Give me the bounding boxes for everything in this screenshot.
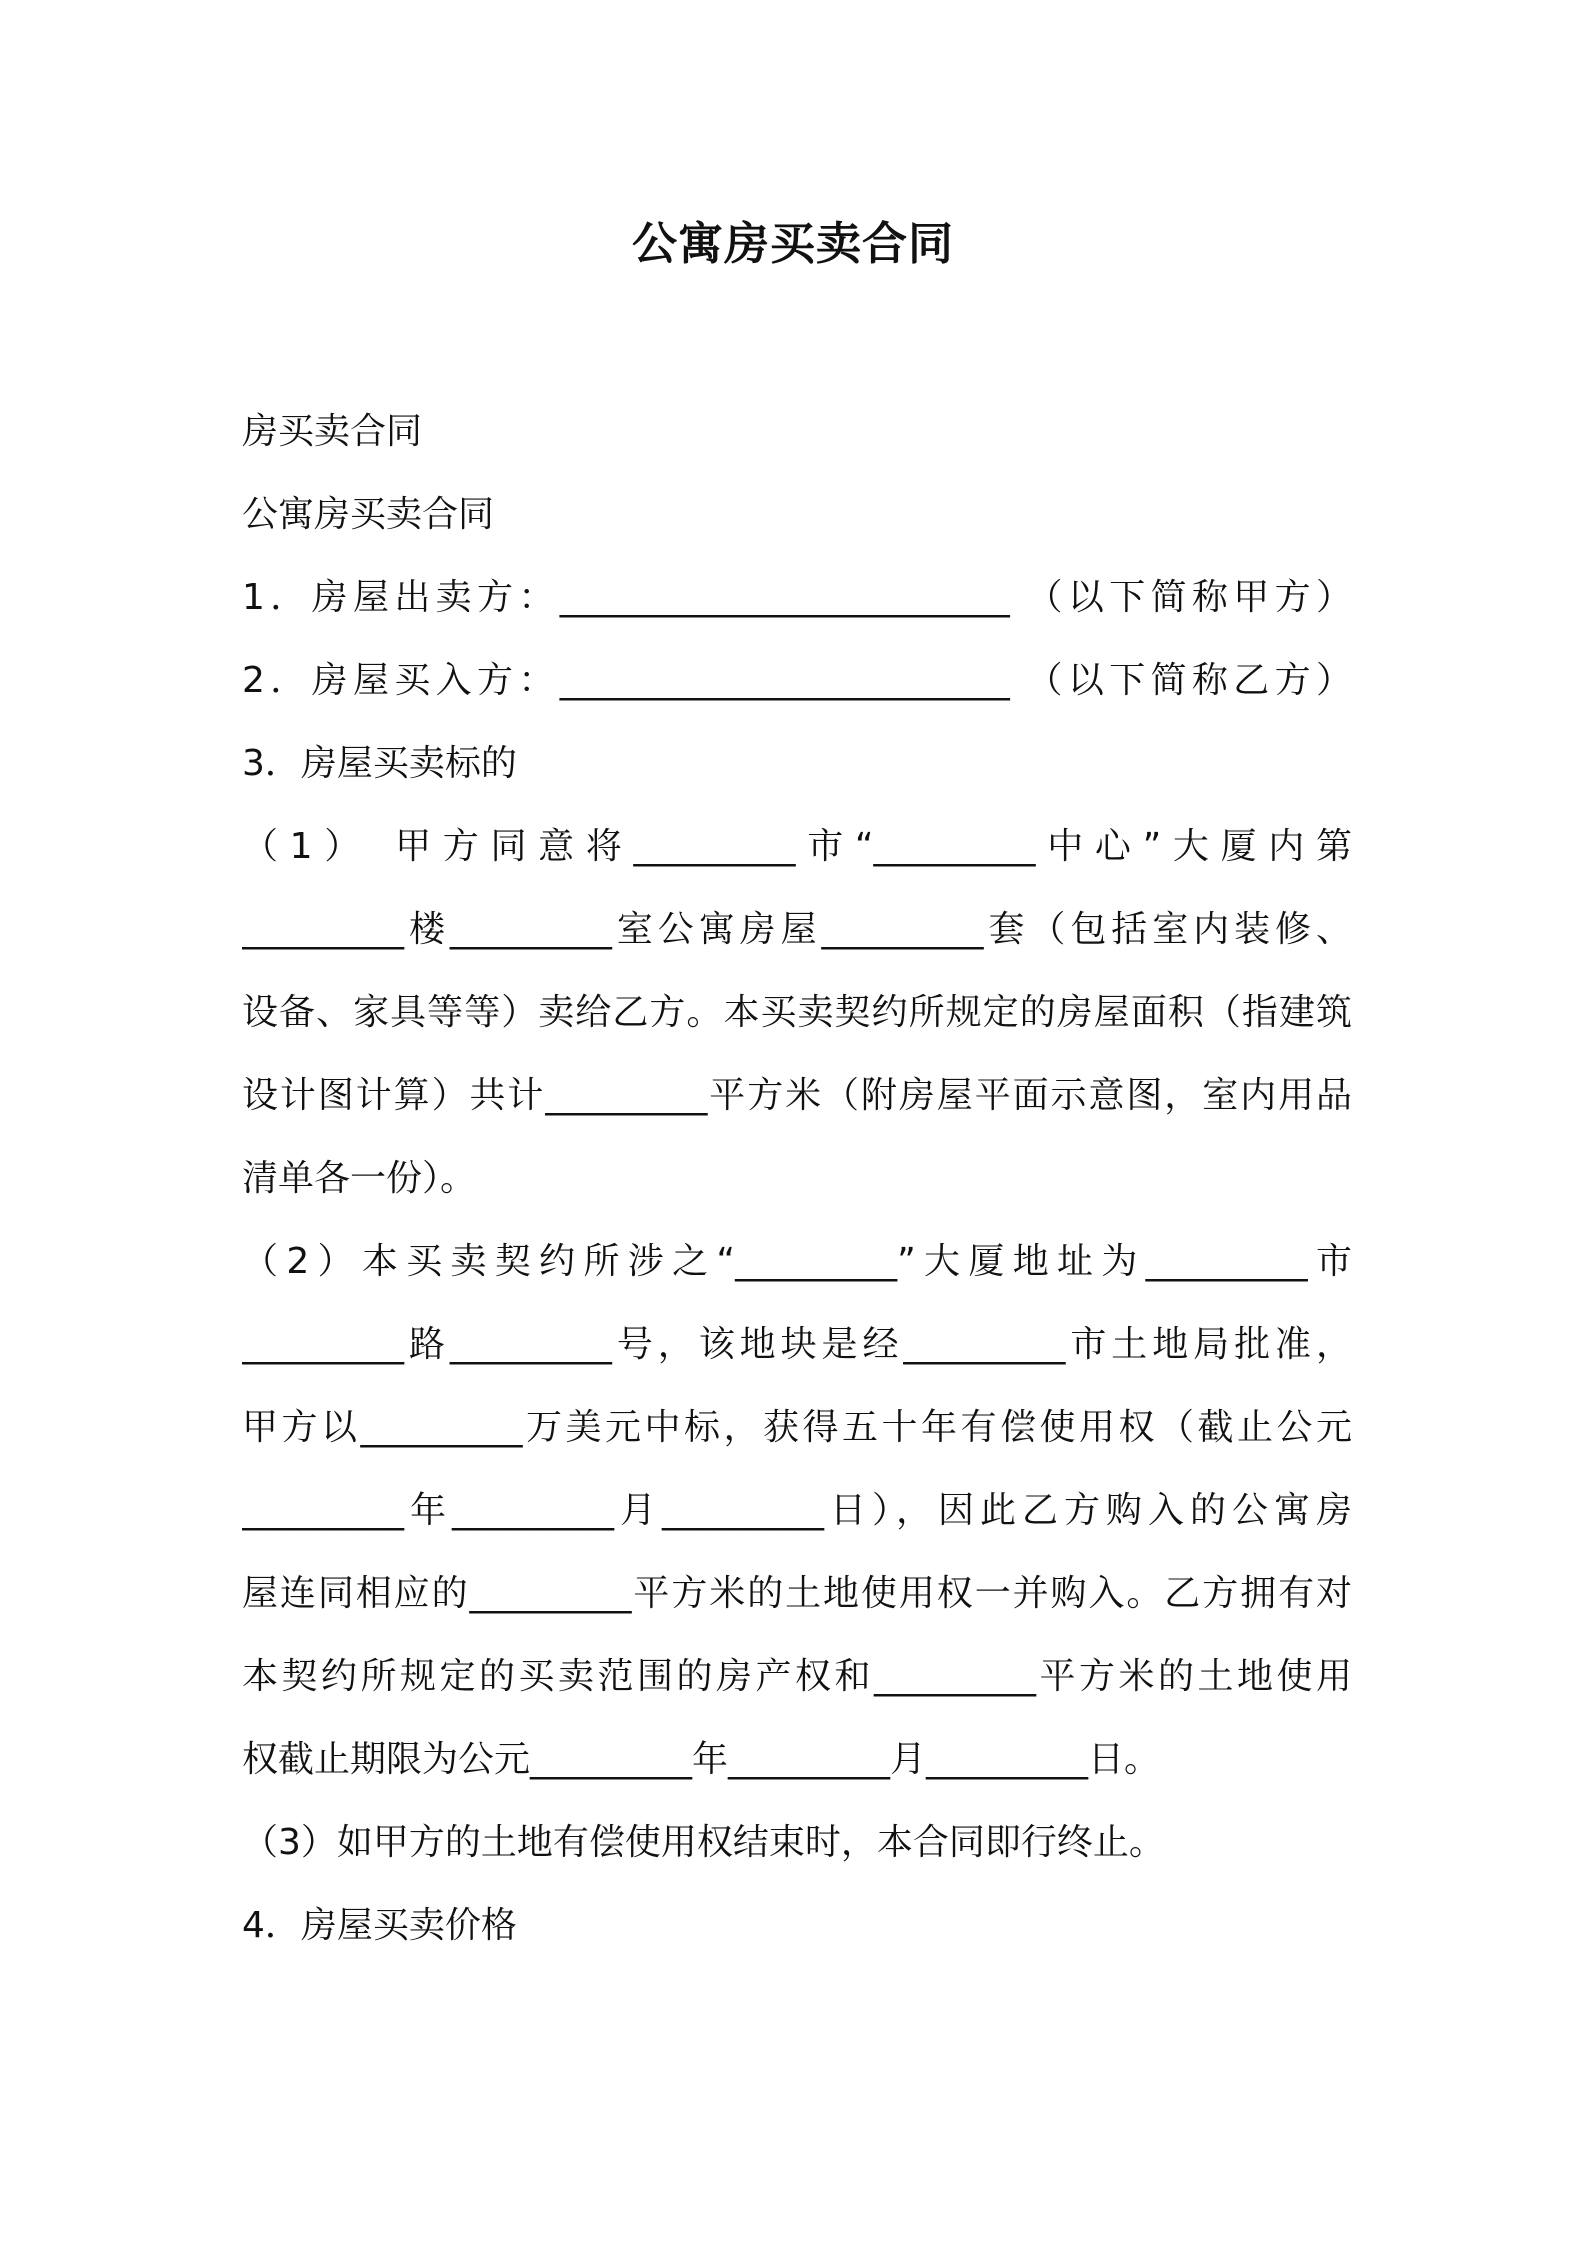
line-clause-1-e: 清单各一份）。: [242, 1158, 477, 1199]
line-clause-1-d: 设计图计算）共计_________平方米（附房屋平面示意图，室内用品: [242, 1075, 1352, 1116]
line-clause-3: （3）如甲方的土地有偿使用权结束时，本合同即行终止。: [242, 1822, 1165, 1863]
line-clause-2-b: _________路_________号，该地块是经_________市土地局批准，: [242, 1324, 1352, 1365]
line-subtitle: 房买卖合同: [242, 411, 423, 452]
line-buyer: 2．房屋买入方：_________________________ （以下简称乙方）: [242, 660, 1352, 701]
line-section-3-heading: 3．房屋买卖标的: [242, 743, 517, 784]
line-section-4-heading: 4．房屋买卖价格: [242, 1905, 517, 1946]
document-title: 公寓房买卖合同: [631, 217, 954, 270]
line-clause-2-a: （2）本买卖契约所涉之“_________”大厦地址为_________市: [242, 1241, 1352, 1282]
line-clause-1-b: _________楼_________室公寓房屋_________套（包括室内装修、: [242, 909, 1352, 950]
line-clause-1-a: （1） 甲方同意将_________市“_________中心”大厦内第: [242, 826, 1352, 867]
line-clause-2-g: 权截止期限为公元_________年_________月_________日。: [242, 1739, 1161, 1780]
line-seller: 1．房屋出卖方：_________________________ （以下简称甲方）: [242, 577, 1352, 618]
line-clause-2-f: 本契约所规定的买卖范围的房产权和_________平方米的土地使用: [242, 1656, 1352, 1697]
line-clause-2-c: 甲方以_________万美元中标，获得五十年有偿使用权（截止公元: [242, 1407, 1352, 1448]
line-clause-1-c: 设备、家具等等）卖给乙方。本买卖契约所规定的房屋面积（指建筑: [242, 992, 1352, 1033]
line-subtitle-apartment: 公寓房买卖合同: [242, 494, 495, 535]
line-clause-2-e: 屋连同相应的_________平方米的土地使用权一并购入。乙方拥有对: [242, 1573, 1352, 1614]
line-clause-2-d: _________年_________月_________日），因此乙方购入的公寓房: [242, 1490, 1352, 1531]
